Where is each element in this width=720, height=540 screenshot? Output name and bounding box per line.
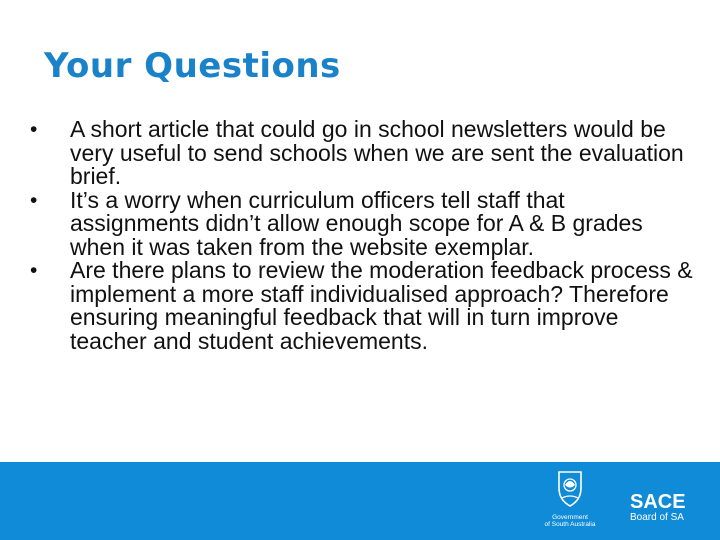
bullet-dot-icon: • [30,188,38,212]
footer-band [0,462,720,540]
bullet-dot-icon: • [30,118,38,141]
south-australia-crest-icon [556,468,584,508]
government-sa-logo [540,468,600,534]
bullet-dot-icon: • [30,259,38,282]
slide-title: Your Questions [44,46,341,86]
bullet-item [28,186,696,260]
bullet-text: It’s a worry when curriculum officers tell staff that assignments didn’t allow enough scope for A & B grades when it was taken from the website exemplar. [70,186,643,260]
gov-line2: of South Australia [544,521,596,528]
government-sa-text [540,514,600,528]
gov-line1: Government [552,514,588,521]
bullet-text: A short article that could go in school newsletters would be very useful to send schools when we are sent the evaluation brief. [70,116,684,189]
bullet-item [28,118,696,189]
sace-subtitle: Board of SA [630,512,684,523]
bullet-list [28,118,696,353]
sace-logo [630,492,686,523]
bullet-item [28,259,696,353]
bullet-text: Are there plans to review the moderation feedback process & implement a more staff individualised approach? Therefore ensuring meaningful feedback that will in turn improve teacher and student achievements. [70,257,693,354]
sace-name: SACE [630,491,686,513]
